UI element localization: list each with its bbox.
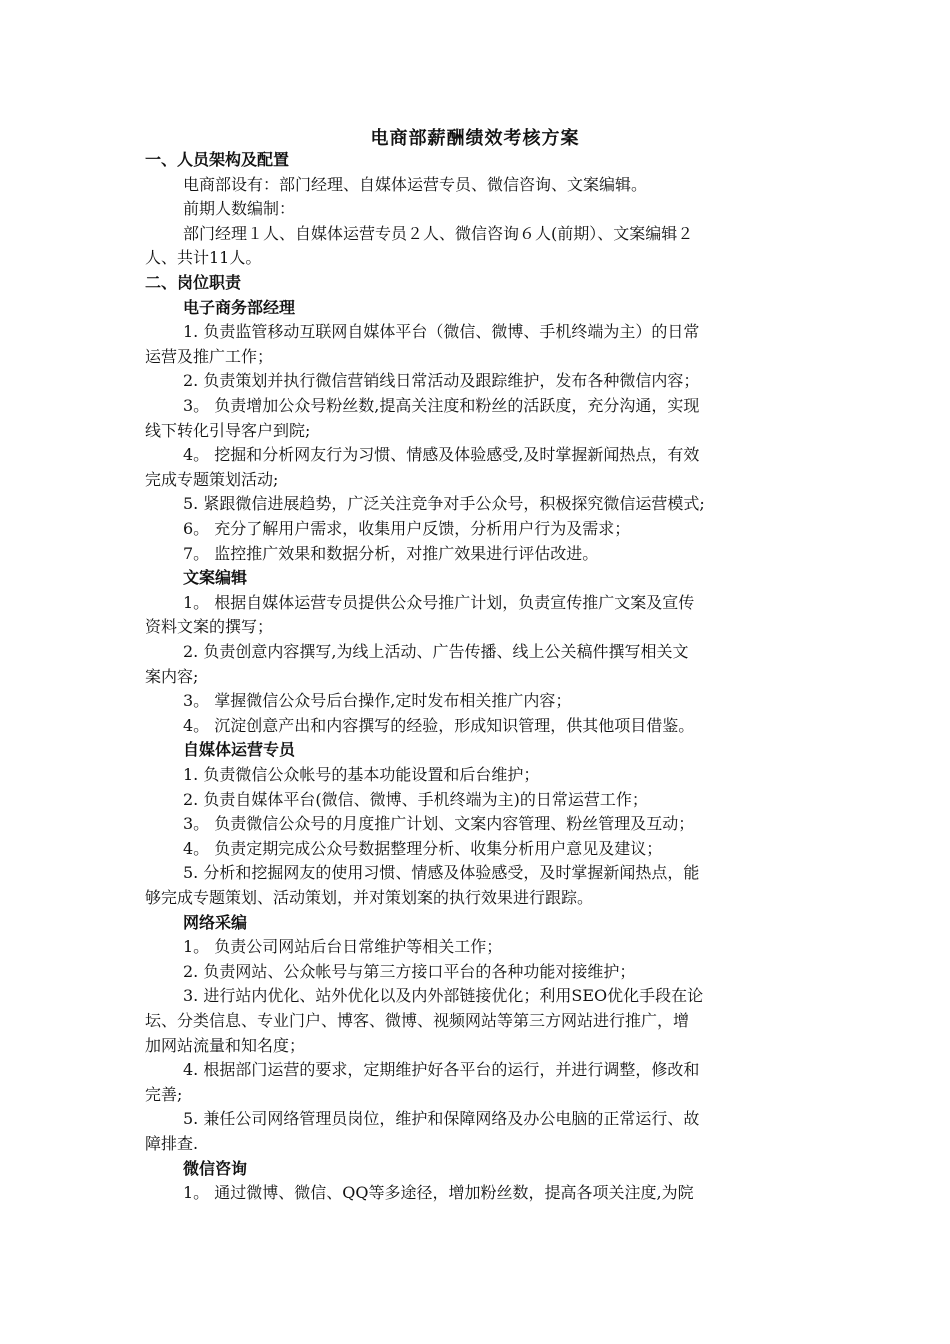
section-heading: 电子商务部经理 <box>183 297 296 317</box>
body-line: 2. 负责创意内容撰写,为线上活动、广告传播、线上公关稿件撰写相关文 <box>183 642 689 661</box>
body-line: 3. 进行站内优化、站外优化以及内外部链接优化；利用SEO优化手段在论 <box>183 986 704 1006</box>
body-line: 资料文案的撰写； <box>145 617 274 637</box>
body-line: 4。 挖掘和分析网友行为习惯、情感及体验感受,及时掌握新闻热点，有效 <box>183 445 700 465</box>
body-line: 部门经理１人、自媒体运营专员２人、微信咨询６人(前期）、文案编辑２ <box>183 223 694 243</box>
body-line: 坛、分类信息、专业门户、博客、微博、视频网站等第三方网站进行推广，增 <box>145 1011 690 1030</box>
body-line: 电商部设有：部门经理、自媒体运营专员、微信咨询、文案编辑。 <box>183 174 648 194</box>
section-heading: 文案编辑 <box>183 568 248 588</box>
body-line: 障排查. <box>145 1134 199 1153</box>
body-line: 前期人数编制： <box>183 199 296 219</box>
body-line: 5. 兼任公司网络管理员岗位，维护和保障网络及办公电脑的正常运行、故 <box>183 1109 700 1129</box>
body-line: 4。 沉淀创意产出和内容撰写的经验，形成知识管理，供其他项目借鉴。 <box>183 715 695 735</box>
body-line: 3。 负责微信公众号的月度推广计划、文案内容管理、粉丝管理及互动； <box>183 814 695 834</box>
body-line: 6。 充分了解用户需求，收集用户反馈，分析用户行为及需求； <box>183 519 631 538</box>
section-heading: 网络采编 <box>183 912 248 932</box>
body-line: 案内容; <box>145 666 199 686</box>
body-line: 运营及推广工作； <box>145 346 274 366</box>
body-line: 3。 掌握微信公众号后台操作,定时发布相关推广内容； <box>183 691 572 711</box>
body-line: 够完成专题策划、活动策划，并对策划案的执行效果进行跟踪。 <box>145 888 594 907</box>
body-line: 5. 紧跟微信进展趋势，广泛关注竞争对手公众号，积极探究微信运营模式; <box>183 494 705 514</box>
body-line: 7。 监控推广效果和数据分析，对推广效果进行评估改进。 <box>183 543 599 563</box>
section-heading: 自媒体运营专员 <box>183 740 296 760</box>
section-heading: 二、岗位职责 <box>145 273 242 292</box>
body-line: 完成专题策划活动; <box>145 469 279 489</box>
body-line: 2. 负责网站、公众帐号与第三方接口平台的各种功能对接维护； <box>183 961 636 981</box>
body-line: 1. 负责监管移动互联网自媒体平台（微信、微博、手机终端为主）的日常 <box>183 322 700 342</box>
body-line: 3。 负责增加公众号粉丝数,提高关注度和粉丝的活跃度，充分沟通，实现 <box>183 396 700 415</box>
section-heading: 微信咨询 <box>183 1158 248 1178</box>
body-line: 1。 根据自媒体运营专员提供公众号推广计划，负责宣传推广文案及宣传 <box>183 592 695 612</box>
body-line: 2. 负责自媒体平台(微信、微博、手机终端为主)的日常运营工作； <box>183 789 648 809</box>
body-line: 4。 负责定期完成公众号数据整理分析、收集分析用户意见及建议； <box>183 838 663 858</box>
body-line: 2. 负责策划并执行微信营销线日常活动及跟踪维护，发布各种微信内容； <box>183 371 700 391</box>
body-line: 完善; <box>145 1084 183 1104</box>
body-line: 1。 负责公司网站后台日常维护等相关工作； <box>183 937 503 957</box>
document-title: 电商部薪酬绩效考核方案 <box>370 128 580 149</box>
body-line: 线下转化引导客户到院; <box>145 420 311 440</box>
body-line: 1. 负责微信公众帐号的基本功能设置和后台维护； <box>183 765 540 784</box>
section-heading: 一、人员架构及配置 <box>145 150 290 169</box>
body-line: 人、共计11人。 <box>145 248 262 268</box>
body-line: 5. 分析和挖掘网友的使用习惯、情感及体验感受，及时掌握新闻热点，能 <box>183 863 700 883</box>
body-line: 1。 通过微博、微信、QQ等多途径，增加粉丝数，提高各项关注度,为院 <box>183 1183 694 1203</box>
body-line: 加网站流量和知名度； <box>145 1035 306 1055</box>
body-line: 4. 根据部门运营的要求，定期维护好各平台的运行，并进行调整，修改和 <box>183 1060 700 1080</box>
